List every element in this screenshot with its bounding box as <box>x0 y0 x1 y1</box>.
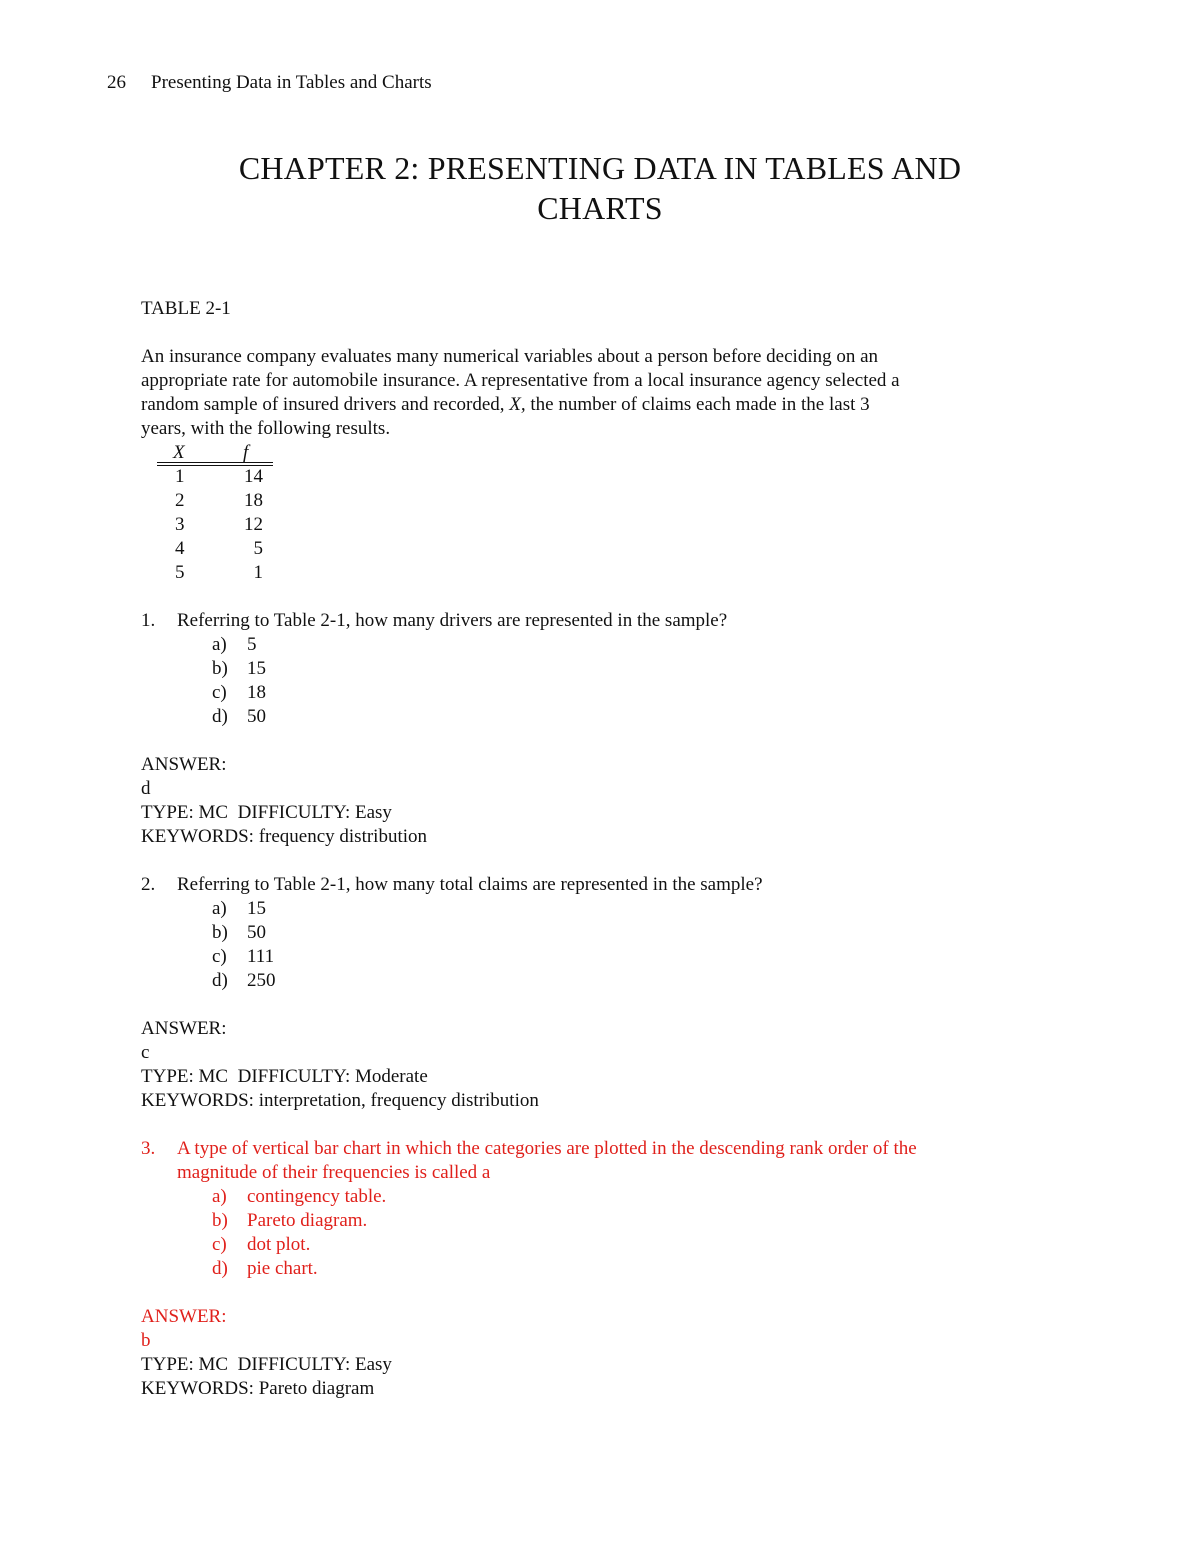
option-c <box>212 681 1041 705</box>
table-label: TABLE 2-1 <box>141 298 231 319</box>
intro-line-2: appropriate rate for automobile insurance. A representative from a local insurance agency selected a <box>141 370 900 391</box>
cell-f: 14 <box>244 466 263 487</box>
table-header <box>157 441 273 465</box>
page-number: 26 <box>107 72 126 93</box>
type-difficulty: TYPE: MC DIFFICULTY: Easy <box>141 1354 392 1375</box>
option-label: b) <box>212 1210 228 1231</box>
answer-label: ANSWER: <box>141 754 227 775</box>
type-difficulty: TYPE: MC DIFFICULTY: Moderate <box>141 1066 428 1087</box>
answer-value: d <box>141 778 151 799</box>
intro-line-4: years, with the following results. <box>141 418 391 439</box>
option-label: b) <box>212 658 228 679</box>
option-c <box>212 945 1041 969</box>
intro-variable: X, <box>509 394 526 415</box>
option-text: 5 <box>247 634 257 655</box>
question-1 <box>141 609 1041 633</box>
column-header-f: f <box>243 442 249 463</box>
option-text: 15 <box>247 658 266 679</box>
question-text: Referring to Table 2-1, how many total claims are represented in the sample? <box>177 874 763 895</box>
question-number: 1. <box>141 610 156 631</box>
option-text: 50 <box>247 706 266 727</box>
option-label: d) <box>212 1258 228 1279</box>
header-rule-top <box>157 462 273 463</box>
option-text: 250 <box>247 970 276 991</box>
table-intro <box>141 345 1041 441</box>
question-text-line-1: A type of vertical bar chart in which the categories are plotted in the descending rank order of the <box>177 1138 917 1159</box>
cell-x: 5 <box>175 562 185 583</box>
option-text: contingency table. <box>247 1186 387 1207</box>
option-text: 18 <box>247 682 266 703</box>
intro-line-3-tail: the number of claims each made in the last 3 <box>525 394 870 415</box>
table-row <box>157 513 1041 537</box>
option-text: Pareto diagram. <box>247 1210 368 1231</box>
option-c <box>212 1233 1041 1257</box>
question-number: 3. <box>141 1138 156 1159</box>
option-b <box>212 921 1041 945</box>
option-label: c) <box>212 946 227 967</box>
answer-value: b <box>141 1330 151 1351</box>
type-difficulty: TYPE: MC DIFFICULTY: Easy <box>141 802 392 823</box>
cell-f: 1 <box>253 562 263 583</box>
cell-f: 18 <box>244 490 263 511</box>
table-row <box>157 489 1041 513</box>
option-label: a) <box>212 1186 227 1207</box>
option-text: dot plot. <box>247 1234 311 1255</box>
cell-f: 5 <box>253 538 263 559</box>
option-label: c) <box>212 1234 227 1255</box>
option-a <box>212 1185 1041 1209</box>
question-3 <box>141 1137 1041 1185</box>
option-text: 111 <box>247 946 275 967</box>
cell-x: 2 <box>175 490 185 511</box>
answer-value: c <box>141 1042 150 1063</box>
answer-label: ANSWER: <box>141 1306 227 1327</box>
table-row <box>157 561 1041 585</box>
option-a <box>212 633 1041 657</box>
option-d <box>212 705 1041 729</box>
table-row <box>157 465 1041 489</box>
option-text: pie chart. <box>247 1258 318 1279</box>
chapter-title <box>0 148 1200 228</box>
running-header <box>107 72 432 94</box>
option-label: c) <box>212 682 227 703</box>
cell-f: 12 <box>244 514 263 535</box>
keywords: KEYWORDS: interpretation, frequency distribution <box>141 1090 539 1111</box>
keywords: KEYWORDS: frequency distribution <box>141 826 428 847</box>
answer-label: ANSWER: <box>141 1018 227 1039</box>
question-2 <box>141 873 1041 897</box>
option-a <box>212 897 1041 921</box>
option-d <box>212 969 1041 993</box>
question-text: Referring to Table 2-1, how many drivers are represented in the sample? <box>177 610 728 631</box>
option-label: a) <box>212 898 227 919</box>
document-body <box>141 297 1041 1401</box>
column-header-x: X <box>173 442 185 463</box>
option-d <box>212 1257 1041 1281</box>
question-block-3 <box>141 1137 1041 1401</box>
keywords: KEYWORDS: Pareto diagram <box>141 1378 375 1399</box>
chapter-title-line-1: CHAPTER 2: PRESENTING DATA IN TABLES AND <box>238 150 962 186</box>
table-row <box>157 537 1041 561</box>
option-label: b) <box>212 922 228 943</box>
intro-line-3 <box>141 393 1041 417</box>
option-label: d) <box>212 706 228 727</box>
cell-x: 4 <box>175 538 185 559</box>
cell-x: 3 <box>175 514 185 535</box>
option-label: d) <box>212 970 228 991</box>
option-text: 50 <box>247 922 266 943</box>
cell-x: 1 <box>175 466 185 487</box>
frequency-table <box>157 441 1041 585</box>
option-b <box>212 1209 1041 1233</box>
intro-line-3-head: random sample of insured drivers and recorded, <box>141 394 510 415</box>
option-b <box>212 657 1041 681</box>
option-text: 15 <box>247 898 266 919</box>
question-block-1 <box>141 609 1041 849</box>
chapter-title-line-2: CHARTS <box>537 190 663 226</box>
option-label: a) <box>212 634 227 655</box>
question-number: 2. <box>141 874 156 895</box>
question-text-line-2: magnitude of their frequencies is called a <box>177 1162 491 1183</box>
question-block-2 <box>141 873 1041 1113</box>
intro-line-1: An insurance company evaluates many numerical variables about a person before deciding on an <box>141 346 879 367</box>
running-title: Presenting Data in Tables and Charts <box>151 72 432 93</box>
